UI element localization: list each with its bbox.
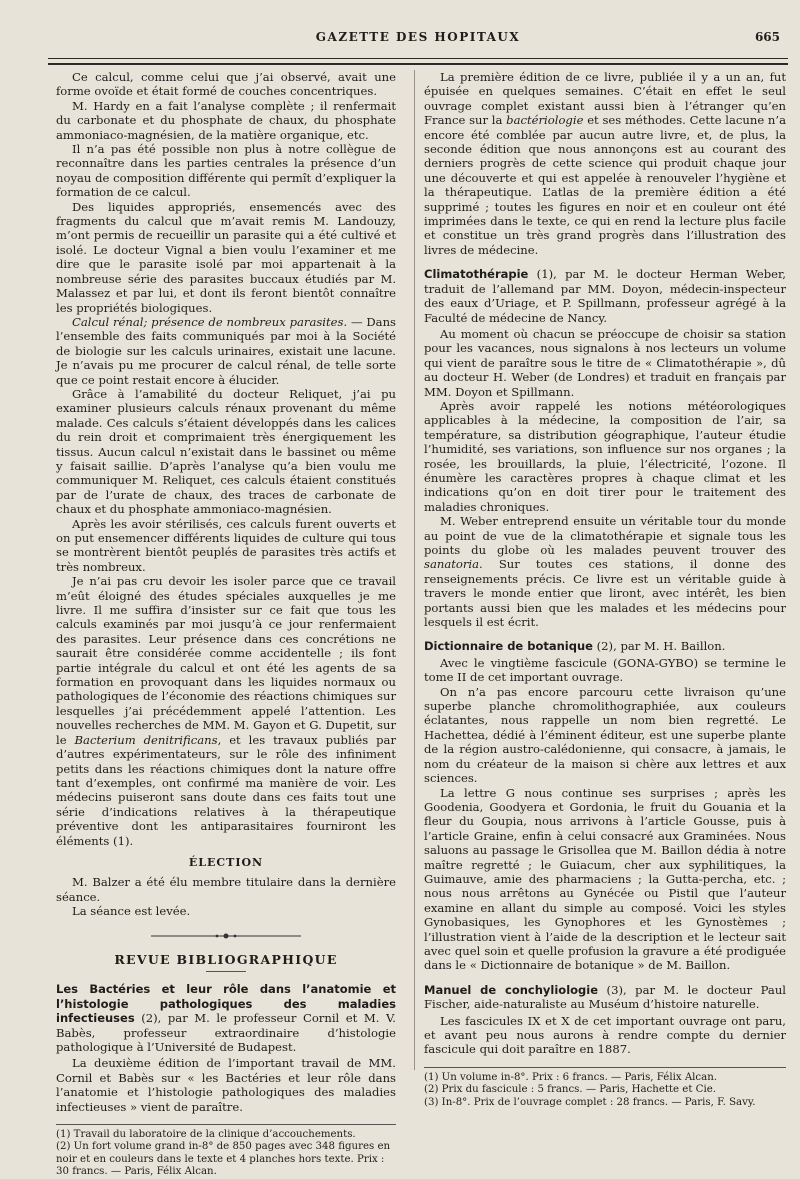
page-header: [48, 30, 788, 52]
paragraph: Grâce à l’amabilité du docteur Reliquet, j’ai pu examiner plusieurs calculs rénaux provenant du même malade. Ces calculs s’étaient développés dans les calices du rein droit et comprimaient très énergiquement les tissus. Aucun calcul n’existait dans le bassinet ou même y faisait saillie. D’après l’analyse qu’a bien voulu me communiquer M. Reliquet, ces calculs étaient constitués par de l’urate de chaux, des traces de carbonate de chaux et du phosphate ammoniaco-magnésien.: [56, 386, 396, 517]
short-rule: [206, 971, 246, 972]
left-column: [56, 70, 396, 1179]
footnote: (2) Un fort volume grand in-8° de 850 pages avec 348 figures en noir et en couleurs dans le texte et 4 planches hors texte. Prix : 30 francs. — Paris, Félix Alcan.: [56, 1141, 391, 1178]
paragraph: La première édition de ce livre, publiée il y a un an, fut épuisée en quelques semaines. C’était en effet le seul ouvrage complet existant aussi bien à l’étranger qu’en France sur la bactériologie et ses méthodes. Cette lacune n’a encore été comblée par aucun autre livre, et, de plus, la seconde édition que nous annonçons est au courant des derniers progrès de cette science qui produit chaque jour une découverte et qui est appelée à renouveler l’hygiène et la thérapeutique. L’atlas de la première édition a été supprimé ; toutes les figures en noir et en couleur ont été imprimées dans le texte, ce qui en rend la lecture plus facile et constitue un très grand progrès dans l’illustration des livres de médecine.: [424, 70, 786, 257]
paragraph: On n’a pas encore parcouru cette livraison qu’une superbe planche chromolithographiée, aux couleurs éclatantes, nous rappelle un nom bien regretté. Le Hachettea, dédié à l’éminent éditeur, est une superbe plante de la région austro-calédonienne, qui consacre, à jamais, le nom du créateur de la maison si chère aux lettres et aux sciences.: [424, 684, 786, 786]
book-title: Les Bactéries et leur rôle dans l’anatomie et l’histologie pathologiques des maladies infectieuses: [56, 982, 396, 1026]
book-entry: Les Bactéries et leur rôle dans l’anatomie et l’histologie pathologiques des maladies infectieuses (2), par M. le professeur Cornil et M. V. Babès, professeur extraordinaire d’histologie pathologique à l’Université de Budapest.: [56, 982, 396, 1054]
book-title: Manuel de conchyliologie: [424, 982, 599, 997]
paragraph: M. Balzer a été élu membre titulaire dans la dernière séance.: [56, 875, 396, 904]
footnote: (1) Travail du laboratoire de la clinique d’accouchements.: [56, 1129, 356, 1141]
footnote: (3) In-8°. Prix de l’ouvrage complet : 28 francs. — Paris, F. Savy.: [424, 1096, 756, 1108]
footnote: (1) Un volume in-8°. Prix : 6 francs. — Paris, Félix Alcan.: [424, 1071, 718, 1083]
journal-title: GAZETTE DES HOPITAUX: [315, 30, 521, 44]
paragraph: Les fascicules IX et X de cet important ouvrage ont paru, et avant peu nous aurons à rendre compte du dernier fascicule qui doit paraître en 1887.: [424, 1013, 786, 1057]
paragraph: Je n’ai pas cru devoir les isoler parce que ce travail m’eût éloigné des études spéciales auxquelles je me livre. Il me suffira d’insister sur ce fait que tous les calculs examinés par moi jusqu’à ce jour renfermaient des parasites. Leur présence dans ces concrétions ne saurait être considérée comme accidentelle ; ils font partie intégrale du calcul et ont été les agents de sa formation en provoquant dans les liquides normaux ou pathologiques de l’économie des réactions chimiques sur lesquelles j’ai précédemment appelé l’attention. Les nouvelles recherches de MM. M. Gayon et G. Dupetit, sur le Bacterium denitrificans, et les travaux publiés par d’autres expérimentateurs, sur le rôle des infiniment petits dans les réactions chimiques dont la nature offre tant d’exemples, ont confirmé ma manière de voir. Les médecins puiseront sans doute dans ces faits tout une série d’indications relatives à la thérapeutique préventive dont les antiparasitaires fourniront les éléments (1).: [56, 574, 397, 848]
header-rule-thick: [48, 63, 788, 65]
book-entry: Climatothérapie (1), par M. le docteur Herman Weber, traduit de l’allemand par MM. Doyon, médecin-inspecteur des eaux d’Uriage, et P. Spillmann, professeur agrégé à la Faculté de médecine de Nancy.: [424, 267, 786, 325]
paragraph: Au moment où chacun se préoccupe de choisir sa station pour les vacances, nous signalons à nos lecteurs un volume qui vient de paraître sous le titre de « Climatothérapie », dû au docteur H. Weber (de Londres) et traduit en français par MM. Doyon et Spillmann.: [424, 326, 786, 399]
book-title: Climatothérapie: [424, 267, 529, 282]
page-number: 665: [754, 30, 780, 44]
paragraph: M. Hardy en a fait l’analyse complète ; il renfermait du carbonate et du phosphate de chaux, du phosphate ammoniaco-magnésien, de la matière organique, etc.: [56, 98, 396, 142]
paragraph: Après les avoir stérilisés, ces calculs furent ouverts et on put ensemencer différents liquides de culture qui tous se montrèrent bientôt peuplés de parasites très actifs et très nombreux.: [56, 516, 396, 574]
paragraph: Ce calcul, comme celui que j’ai observé, avait une forme ovoïde et était formé de couches concentriques.: [56, 70, 396, 99]
paragraph: Avec le vingtième fascicule (GONA-GYBO) se termine le tome II de cet important ouvrage.: [424, 655, 786, 685]
subheading-italic: Calcul rénal; présence de nombreux parasites.: [72, 314, 348, 329]
paragraph: M. Weber entreprend ensuite un véritable tour du monde au point de vue de la climatothérapie et signale tous les points du globe où les malades peuvent trouver des sanatoria. Sur toutes ces stations, il donne des renseignements précis. Ce livre est un véritable guide à travers le monde entier que liront, avec intérêt, les bien portants aussi bien que les malades et les médecins pour lesquels il est écrit.: [424, 514, 786, 630]
revue-heading: REVUE BIBLIOGRAPHIQUE: [114, 951, 338, 967]
footnotes: [56, 1124, 396, 1179]
paragraph: Des liquides appropriés, ensemencés avec des fragments du calcul que m’avait remis M. Landouzy, m’ont permis de recueillir un parasite qui a été cultivé et isolé. Le docteur Vignal a bien voulu l’examiner et me dire que le parasite isolé par moi appartenait à la nombreuse série des parasites buccaux étudiés par M. Malassez et par lui, et dont ils feront bientôt connaître les propriétés biologiques.: [56, 199, 396, 315]
paragraph: La deuxième édition de l’important travail de MM. Cornil et Babès sur « les Bactéries et leur rôle dans l’anatomie et l’histologie pathologiques des maladies infectieuses » vient de paraître.: [56, 1056, 396, 1114]
header-rule-thin: [48, 58, 788, 59]
election-heading: ÉLECTION: [188, 855, 264, 869]
paragraph: La séance est levée.: [72, 904, 191, 919]
book-title: Dictionnaire de botanique: [424, 639, 593, 654]
right-column: [424, 70, 786, 1109]
paragraph: Calcul rénal; présence de nombreux parasites. — Dans l’ensemble des faits communiqués par moi à la Société de biologie sur les calculs urinaires, existait une lacune. Je n’avais pu me procurer de calcul rénal, de telle sorte que ce point restait encore à élucider.: [56, 314, 397, 387]
footnote-rule: [424, 1067, 786, 1068]
column-divider: [414, 70, 415, 1070]
footnote-rule: [56, 1124, 396, 1125]
ornament-divider: [56, 931, 396, 945]
paragraph: La lettre G nous continue ses surprises ; après les Goodenia, Goodyera et Gordonia, le fruit du Gouania et la fleur du Goupia, nous arrivons à l’article Gousse, puis à l’article Graine, enfin à celui consacré aux Graminées. Nous saluons au passage le Grisollea que M. Baillon dédia à notre maître regretté ; le Guiacum, cher aux syphilitiques, la Guimauve, amie des pharmaciens ; la Gutta-percha, etc. ; nous nous arrêtons au Gynécée ou Pistil que l’auteur examine en allant du simple au composé. Voici les styles Gynobasiques, les Gynophores et les Gynostèmes ; l’illustration vient à l’aide de la description et le lecteur sait avec quel soin et quelle profusion la gravure a été prodiguée dans le « Dictionnaire de botanique » de M. Baillon.: [424, 785, 786, 973]
paragraph: Après avoir rappelé les notions météorologiques applicables à la médecine, la composition de l’air, sa température, sa distribution géographique, l’auteur étudie l’humidité, ses variations, son influence sur nos organes ; la rosée, les brouillards, la pluie, l’électricité, l’ozone. Il énumère les caractères propres à chaque climat et les indications qu’on en doit tirer pour le traitement des maladies chroniques.: [424, 398, 786, 514]
ornament-icon: [151, 932, 301, 940]
footnotes: [424, 1067, 786, 1109]
book-entry: Manuel de conchyliologie (3), par M. le docteur Paul Fischer, aide-naturaliste au Muséum d’histoire naturelle.: [424, 982, 787, 1012]
paragraph: Il n’a pas été possible non plus à notre collègue de reconnaître dans les parties centrales la présence d’un noyau de composition différente qui permît d’expliquer la formation de ce calcul.: [56, 142, 396, 200]
footnote: (2) Prix du fascicule : 5 francs. — Paris, Hachette et Cie.: [424, 1084, 716, 1096]
book-entry: Dictionnaire de botanique (2), par M. H. Baillon.: [424, 639, 726, 654]
